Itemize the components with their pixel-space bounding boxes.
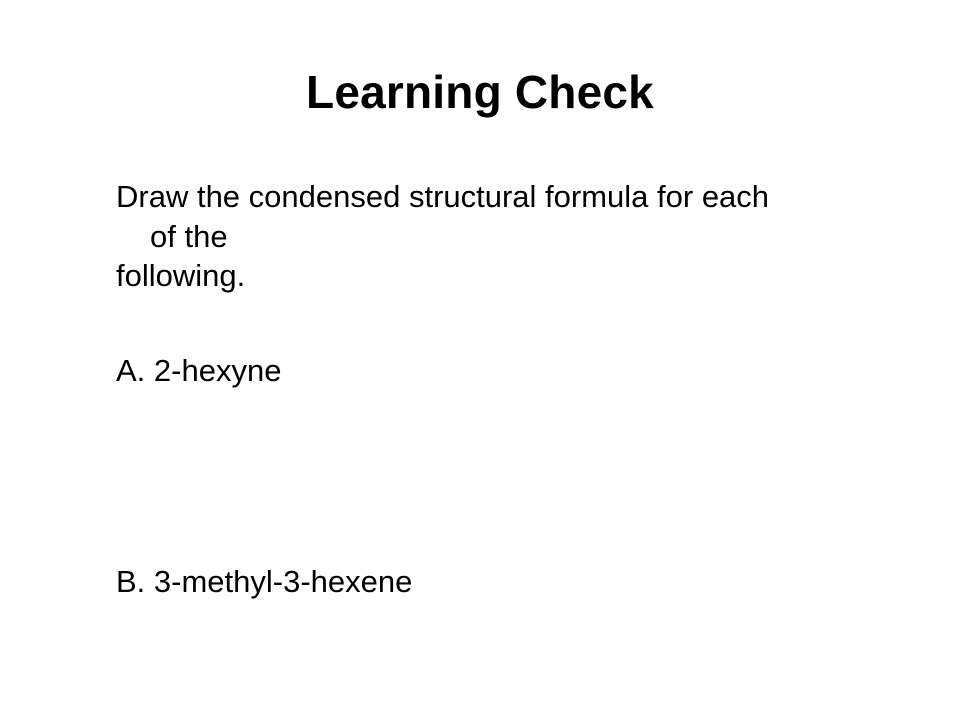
question-item-b: B. 3-methyl-3-hexene bbox=[116, 564, 413, 599]
instruction-line-3: following. bbox=[116, 258, 246, 293]
instruction-line-2: of the bbox=[150, 219, 228, 254]
question-item-a: A. 2-hexyne bbox=[116, 353, 282, 388]
slide-title: Learning Check bbox=[306, 66, 654, 118]
instruction-line-1: Draw the condensed structural formula for each bbox=[116, 179, 770, 214]
